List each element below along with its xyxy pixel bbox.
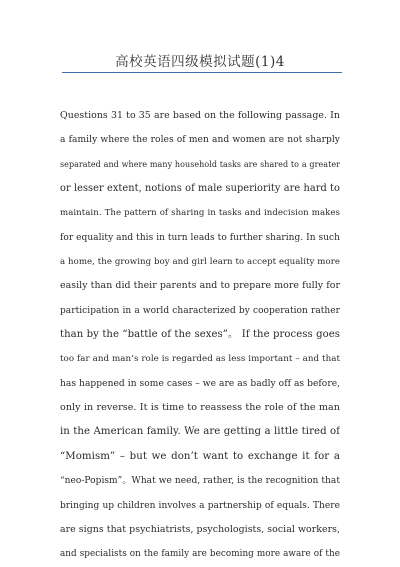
passage-line: or lesser extent, notions of male superiority are hard to <box>60 183 340 195</box>
passage-line: than by the “battle of the sexes”。 If the process goes <box>60 329 340 341</box>
passage-line: are signs that psychiatrists, psychologists, social workers, <box>60 523 340 535</box>
passage-line: only in reverse. It is time to reassess the role of the man <box>60 402 340 414</box>
passage-line: for equality and this in turn leads to further sharing. In such <box>60 232 340 243</box>
passage-line: too far and man’s role is regarded as less important – and that <box>60 354 340 365</box>
passage-body <box>60 104 340 567</box>
passage-line: easily than did their parents and to prepare more fully for <box>60 280 340 292</box>
document-title: 高校英语四级模拟试题(1)4 <box>115 54 285 70</box>
passage-line: and specialists on the family are becoming more aware of the <box>60 549 340 560</box>
passage-line: in the American family. We are getting a little tired of <box>60 426 340 438</box>
passage-line: participation in a world characterized by cooperation rather <box>60 305 340 316</box>
passage-line: a family where the roles of men and women are not sharply <box>60 135 340 146</box>
title-underline <box>62 72 342 73</box>
passage-line: Questions 31 to 35 are based on the following passage. In <box>60 110 340 121</box>
passage-line: “Momism” – but we don’t want to exchange it for a <box>60 450 340 462</box>
passage-line: maintain. The pattern of sharing in tasks and indecision makes <box>60 208 340 219</box>
passage-line: has happened in some cases – we are as badly off as before, <box>60 378 340 389</box>
passage-line: “neo-Popism”。What we need, rather, is the recognition that <box>60 476 340 487</box>
passage-line: separated and where many household tasks are shared to a greater <box>60 159 340 169</box>
passage-line: bringing up children involves a partnership of equals. There <box>60 500 340 511</box>
passage-line: a home, the growing boy and girl learn to accept equality more <box>60 257 340 268</box>
